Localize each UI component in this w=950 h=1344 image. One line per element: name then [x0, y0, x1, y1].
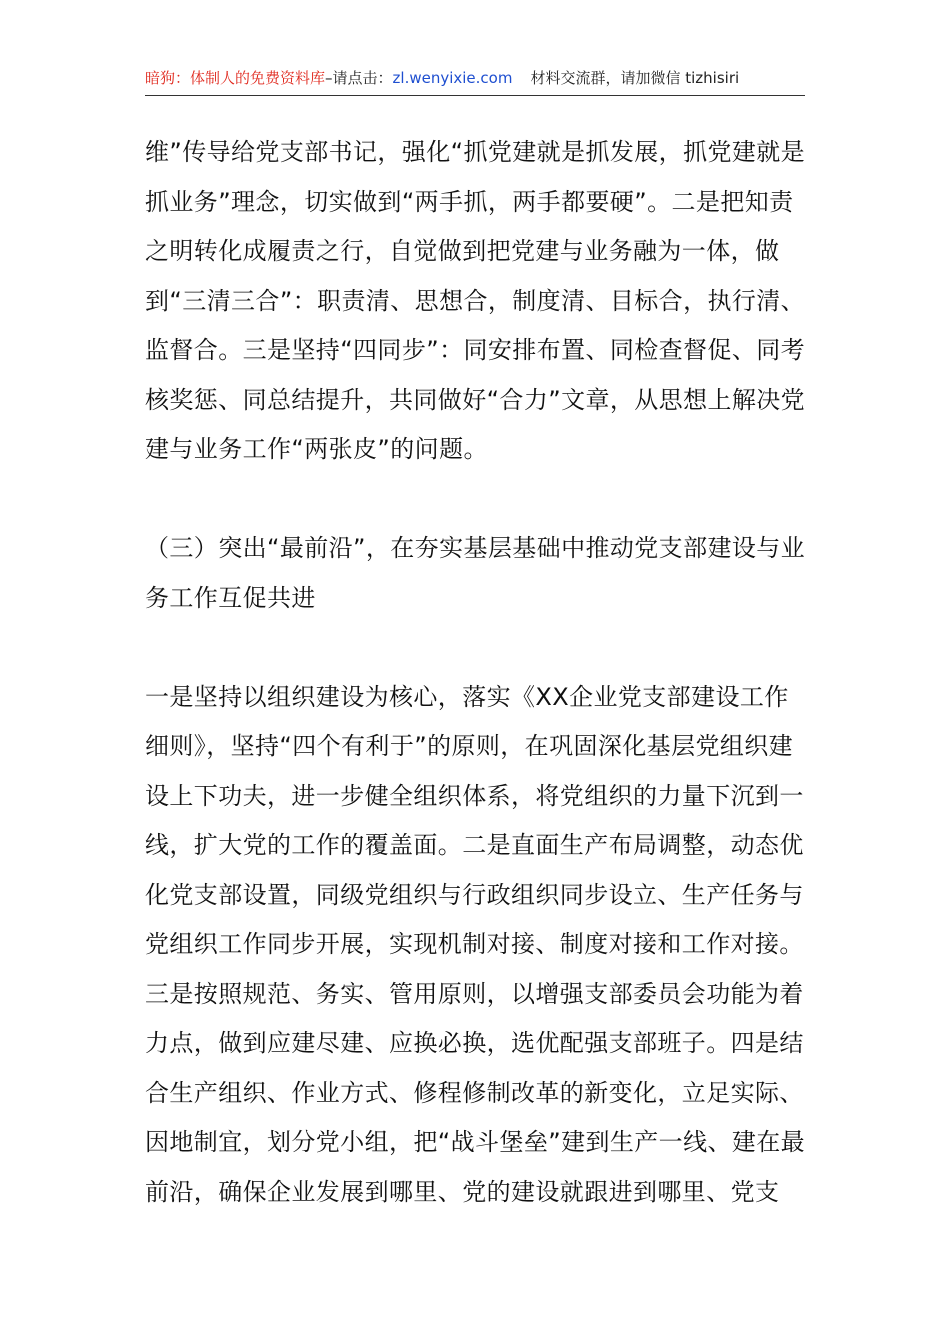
header-extra: 材料交流群，请加微信 tizhisiri: [530, 69, 740, 87]
section-heading: （三）突出“最前沿”，在夯实基层基础中推动党支部建设与业务工作互促共进: [145, 534, 806, 612]
page-header: [145, 64, 805, 96]
header-prompt: –请点击：: [325, 69, 393, 87]
document-body: [145, 128, 807, 1217]
paragraph-1: 维”传导给党支部书记，强化“抓党建就是抓发展，抓党建就是抓业务”理念，切实做到“两手抓，两手都要硬”。二是把知责之明转化成履责之行，自觉做到把党建与业务融为一体，做到“三清三合”：职责清、思想合，制度清、目标合，执行清、监督合。三是坚持“四同步”：同安排布置、同检查督促、同考核奖惩、同总结提升，共同做好“合力”文章，从思想上解决党建与业务工作“两张皮”的问题。: [145, 138, 806, 463]
paragraph-2: 一是坚持以组织建设为核心，落实《XX企业党支部建设工作细则》，坚持“四个有利于”的原则，在巩固深化基层党组织建设上下功夫，进一步健全组织体系，将党组织的力量下沉到一线，扩大党的工作的覆盖面。二是直面生产布局调整，动态优化党支部设置，同级党组织与行政组织同步设立、生产任务与党组织工作同步开展，实现机制对接、制度对接和工作对接。三是按照规范、务实、管用原则，以增强支部委员会功能为着力点，做到应建尽建、应换必换，选优配强支部班子。四是结合生产组织、作业方式、修程修制改革的新变化，立足实际、因地制宜，划分党小组，把“战斗堡垒”建到生产一线、建在最前沿，确保企业发展到哪里、党的建设就跟进到哪里、党支: [145, 682, 806, 1206]
header-brand: 暗狗：体制人的免费资料库: [145, 69, 326, 87]
header-link[interactable]: zl.wenyixie.com: [392, 69, 513, 87]
